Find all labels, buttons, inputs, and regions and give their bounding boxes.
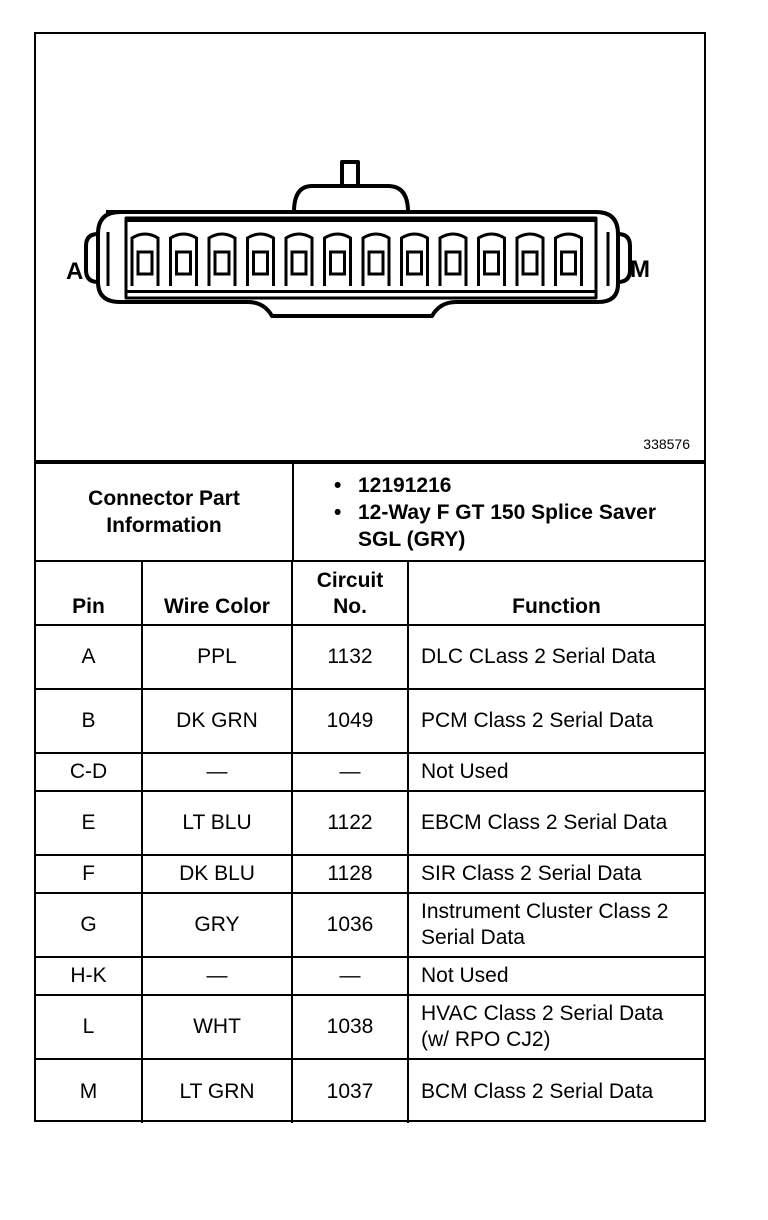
terminal-slot [369, 252, 383, 274]
function-cell: DLC CLass 2 Serial Data [408, 625, 704, 689]
table-row [36, 855, 704, 893]
pin-cell: H-K [36, 957, 142, 995]
terminal-cavity [248, 234, 274, 286]
pin-cell: F [36, 855, 142, 893]
wire-color-cell: WHT [142, 995, 292, 1059]
circuit-no-cell: 1049 [292, 689, 408, 753]
connector-sheet [34, 32, 706, 1122]
terminal-slot [446, 252, 460, 274]
pin-cell: C-D [36, 753, 142, 791]
terminal-cavity [209, 234, 235, 286]
circuit-no-cell: 1122 [292, 791, 408, 855]
connector-part-information-values [293, 463, 704, 561]
terminal-slot [292, 252, 306, 274]
circuit-no-cell: 1128 [292, 855, 408, 893]
function-cell: Instrument Cluster Class 2 Serial Data [408, 893, 704, 957]
header-wire-color: Wire Color [142, 561, 292, 625]
terminal-cavity [440, 234, 466, 286]
terminal-slot [215, 252, 229, 274]
terminal-cavity [171, 234, 197, 286]
wire-color-cell: GRY [142, 893, 292, 957]
pin-m-label: M [630, 256, 650, 283]
terminal-slot [408, 252, 422, 274]
table-row [36, 1059, 704, 1123]
terminal-cavity [363, 234, 389, 286]
terminal-slot [177, 252, 191, 274]
terminal-cavity [402, 234, 428, 286]
function-cell: Not Used [408, 753, 704, 791]
connector-description: • 12-Way F GT 150 Splice Saver SGL (GRY) [334, 499, 704, 553]
terminal-slot [562, 252, 576, 274]
pin-cell: E [36, 791, 142, 855]
circuit-no-cell: 1037 [292, 1059, 408, 1123]
connector-part-information-label: Connector Part Information [36, 463, 293, 561]
table-row [36, 893, 704, 957]
circuit-no-cell: 1036 [292, 893, 408, 957]
header-circuit-no [292, 561, 408, 625]
terminal-slot [523, 252, 537, 274]
wire-color-cell: LT GRN [142, 1059, 292, 1123]
terminal-slot [485, 252, 499, 274]
pin-table [36, 560, 704, 1123]
circuit-no-cell: 1038 [292, 995, 408, 1059]
function-cell: HVAC Class 2 Serial Data (w/ RPO CJ2) [408, 995, 704, 1059]
terminal-cavity [517, 234, 543, 286]
terminal-slot [138, 252, 152, 274]
pin-cell: A [36, 625, 142, 689]
terminal-slot [254, 252, 268, 274]
header-function: Function [408, 561, 704, 625]
wire-color-cell: — [142, 957, 292, 995]
wire-color-cell: — [142, 753, 292, 791]
connector-face-drawing [36, 34, 704, 460]
table-row [36, 791, 704, 855]
function-cell: BCM Class 2 Serial Data [408, 1059, 704, 1123]
header-pin: Pin [36, 561, 142, 625]
table-row [36, 689, 704, 753]
pin-cell: B [36, 689, 142, 753]
function-cell: Not Used [408, 957, 704, 995]
figure-id: 338576 [643, 436, 690, 452]
pin-cell: G [36, 893, 142, 957]
part-number: • 12191216 [334, 472, 704, 499]
pin-cell: M [36, 1059, 142, 1123]
header-circuit-no-text: Circuit No. [316, 569, 384, 618]
terminal-cavity [286, 234, 312, 286]
wire-color-cell: PPL [142, 625, 292, 689]
function-cell: SIR Class 2 Serial Data [408, 855, 704, 893]
pin-a-label: A [66, 258, 84, 285]
pin-cell: L [36, 995, 142, 1059]
circuit-no-cell: — [292, 957, 408, 995]
function-cell: PCM Class 2 Serial Data [408, 689, 704, 753]
pin-table-header [36, 561, 704, 625]
function-cell: EBCM Class 2 Serial Data [408, 791, 704, 855]
wire-color-cell: LT BLU [142, 791, 292, 855]
table-row [36, 957, 704, 995]
terminal-cavity [325, 234, 351, 286]
wire-color-cell: DK BLU [142, 855, 292, 893]
table-row [36, 625, 704, 689]
connector-figure [36, 34, 704, 462]
table-row [36, 753, 704, 791]
circuit-no-cell: 1132 [292, 625, 408, 689]
terminal-cavity [132, 234, 158, 286]
terminal-slot [331, 252, 345, 274]
wire-color-cell: DK GRN [142, 689, 292, 753]
terminal-cavity [556, 234, 582, 286]
circuit-no-cell: — [292, 753, 408, 791]
terminal-cavity [479, 234, 505, 286]
connector-part-information-table [36, 462, 704, 562]
table-row [36, 995, 704, 1059]
